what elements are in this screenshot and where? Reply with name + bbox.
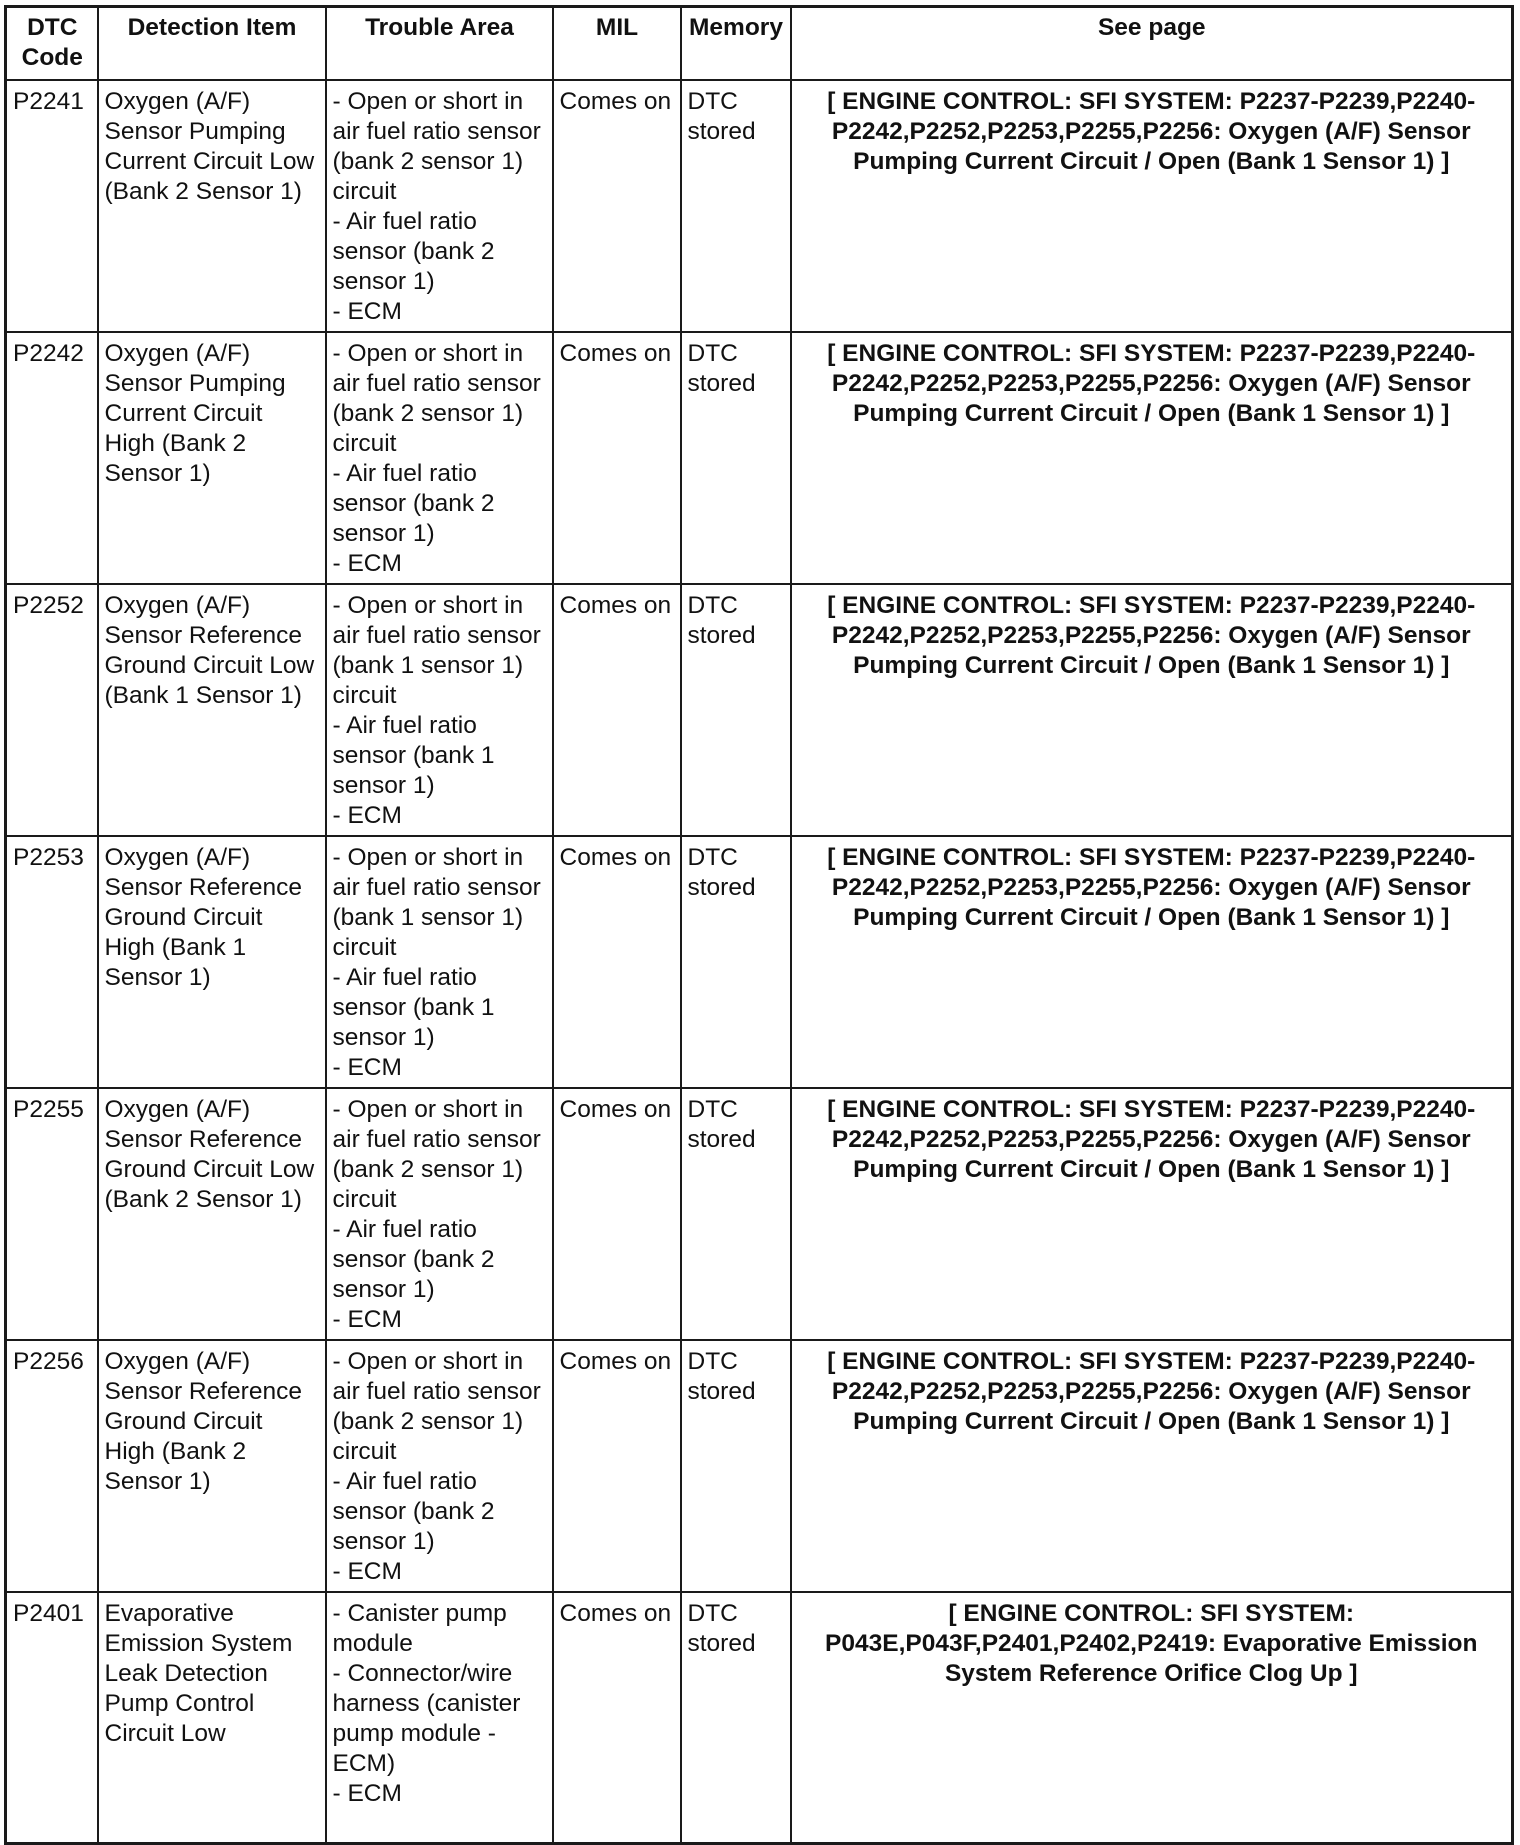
see-page-link[interactable]: [ ENGINE CONTROL: SFI SYSTEM: P2237-P2239,P2240-P2242,P2252,P2253,P2255,P2256: Oxygen (A/F) Sensor Pumping Current Circuit / Open (Bank 1 Sensor 1) ] [791,1340,1513,1592]
trouble-area-line: - ECM [332,802,402,829]
dtc-code-cell: P2253 [6,836,98,1088]
table-row [6,1592,1513,1843]
mil-cell: Comes on [553,1340,681,1592]
dtc-code-cell: P2255 [6,1088,98,1340]
detection-item-cell: Oxygen (A/F) Sensor Pumping Current Circuit Low (Bank 2 Sensor 1) [98,80,326,332]
detection-item-cell: Evaporative Emission System Leak Detection Pump Control Circuit Low [98,1592,326,1843]
trouble-area-line: - Open or short in air fuel ratio sensor (bank 2 sensor 1) circuit [332,88,541,205]
detection-item-cell: Oxygen (A/F) Sensor Reference Ground Circuit Low (Bank 1 Sensor 1) [98,584,326,836]
header-see-page: See page [791,7,1513,81]
trouble-area-line: - Air fuel ratio sensor (bank 2 sensor 1) [332,1216,495,1303]
memory-cell: DTC stored [681,80,791,332]
table-row [6,836,1513,1088]
see-page-link[interactable]: [ ENGINE CONTROL: SFI SYSTEM: P2237-P2239,P2240-P2242,P2252,P2253,P2255,P2256: Oxygen (A/F) Sensor Pumping Current Circuit / Open (Bank 1 Sensor 1) ] [791,332,1513,584]
see-page-link[interactable]: [ ENGINE CONTROL: SFI SYSTEM: P2237-P2239,P2240-P2242,P2252,P2253,P2255,P2256: Oxygen (A/F) Sensor Pumping Current Circuit / Open (Bank 1 Sensor 1) ] [791,836,1513,1088]
trouble-area-line: - Open or short in air fuel ratio sensor (bank 1 sensor 1) circuit [332,592,541,709]
trouble-area-cell [326,80,553,332]
memory-cell: DTC stored [681,332,791,584]
trouble-area-line: - Open or short in air fuel ratio sensor (bank 2 sensor 1) circuit [332,1348,541,1465]
trouble-area-line: - ECM [332,550,402,577]
memory-cell: DTC stored [681,1088,791,1340]
detection-item-cell: Oxygen (A/F) Sensor Reference Ground Circuit High (Bank 1 Sensor 1) [98,836,326,1088]
dtc-code-cell: P2252 [6,584,98,836]
mil-cell: Comes on [553,584,681,836]
header-dtc-code: DTC Code [6,7,98,81]
trouble-area-line: - Air fuel ratio sensor (bank 1 sensor 1) [332,712,495,799]
trouble-area-line: - ECM [332,1780,402,1807]
header-row [6,7,1513,81]
header-detection-item: Detection Item [98,7,326,81]
trouble-area-line: - ECM [332,1054,402,1081]
see-page-link[interactable]: [ ENGINE CONTROL: SFI SYSTEM: P043E,P043F,P2401,P2402,P2419: Evaporative Emission System Reference Orifice Clog Up ] [791,1592,1513,1843]
trouble-area-cell [326,1592,553,1843]
see-page-link[interactable]: [ ENGINE CONTROL: SFI SYSTEM: P2237-P2239,P2240-P2242,P2252,P2253,P2255,P2256: Oxygen (A/F) Sensor Pumping Current Circuit / Open (Bank 1 Sensor 1) ] [791,80,1513,332]
memory-cell: DTC stored [681,1340,791,1592]
trouble-area-cell [326,584,553,836]
table-row [6,584,1513,836]
dtc-table [4,5,1514,1845]
trouble-area-line: - Air fuel ratio sensor (bank 2 sensor 1) [332,208,495,295]
header-mil: MIL [553,7,681,81]
dtc-code-cell: P2242 [6,332,98,584]
trouble-area-cell [326,332,553,584]
trouble-area-line: - ECM [332,298,402,325]
trouble-area-cell [326,836,553,1088]
header-memory: Memory [681,7,791,81]
table-row [6,80,1513,332]
table-header [6,7,1513,81]
mil-cell: Comes on [553,1592,681,1843]
trouble-area-cell [326,1340,553,1592]
trouble-area-line: - Connector/wire harness (canister pump module - ECM) [332,1660,521,1777]
trouble-area-line: - ECM [332,1558,402,1585]
memory-cell: DTC stored [681,836,791,1088]
dtc-code-cell: P2256 [6,1340,98,1592]
table-body [6,80,1513,1843]
trouble-area-line: - ECM [332,1306,402,1333]
see-page-link[interactable]: [ ENGINE CONTROL: SFI SYSTEM: P2237-P2239,P2240-P2242,P2252,P2253,P2255,P2256: Oxygen (A/F) Sensor Pumping Current Circuit / Open (Bank 1 Sensor 1) ] [791,1088,1513,1340]
table-row [6,1340,1513,1592]
table-row [6,1088,1513,1340]
detection-item-cell: Oxygen (A/F) Sensor Pumping Current Circuit High (Bank 2 Sensor 1) [98,332,326,584]
trouble-area-line: - Air fuel ratio sensor (bank 2 sensor 1) [332,1468,495,1555]
memory-cell: DTC stored [681,584,791,836]
dtc-code-cell: P2401 [6,1592,98,1843]
mil-cell: Comes on [553,332,681,584]
header-trouble-area: Trouble Area [326,7,553,81]
mil-cell: Comes on [553,1088,681,1340]
detection-item-cell: Oxygen (A/F) Sensor Reference Ground Circuit High (Bank 2 Sensor 1) [98,1340,326,1592]
table-row [6,332,1513,584]
trouble-area-line: - Open or short in air fuel ratio sensor (bank 2 sensor 1) circuit [332,340,541,457]
trouble-area-line: - Open or short in air fuel ratio sensor (bank 2 sensor 1) circuit [332,1096,541,1213]
mil-cell: Comes on [553,836,681,1088]
mil-cell: Comes on [553,80,681,332]
see-page-link[interactable]: [ ENGINE CONTROL: SFI SYSTEM: P2237-P2239,P2240-P2242,P2252,P2253,P2255,P2256: Oxygen (A/F) Sensor Pumping Current Circuit / Open (Bank 1 Sensor 1) ] [791,584,1513,836]
memory-cell: DTC stored [681,1592,791,1843]
trouble-area-line: - Air fuel ratio sensor (bank 2 sensor 1) [332,460,495,547]
dtc-code-cell: P2241 [6,80,98,332]
trouble-area-line: - Air fuel ratio sensor (bank 1 sensor 1) [332,964,495,1051]
trouble-area-line: - Canister pump module [332,1600,507,1657]
trouble-area-line: - Open or short in air fuel ratio sensor (bank 1 sensor 1) circuit [332,844,541,961]
detection-item-cell: Oxygen (A/F) Sensor Reference Ground Circuit Low (Bank 2 Sensor 1) [98,1088,326,1340]
trouble-area-cell [326,1088,553,1340]
